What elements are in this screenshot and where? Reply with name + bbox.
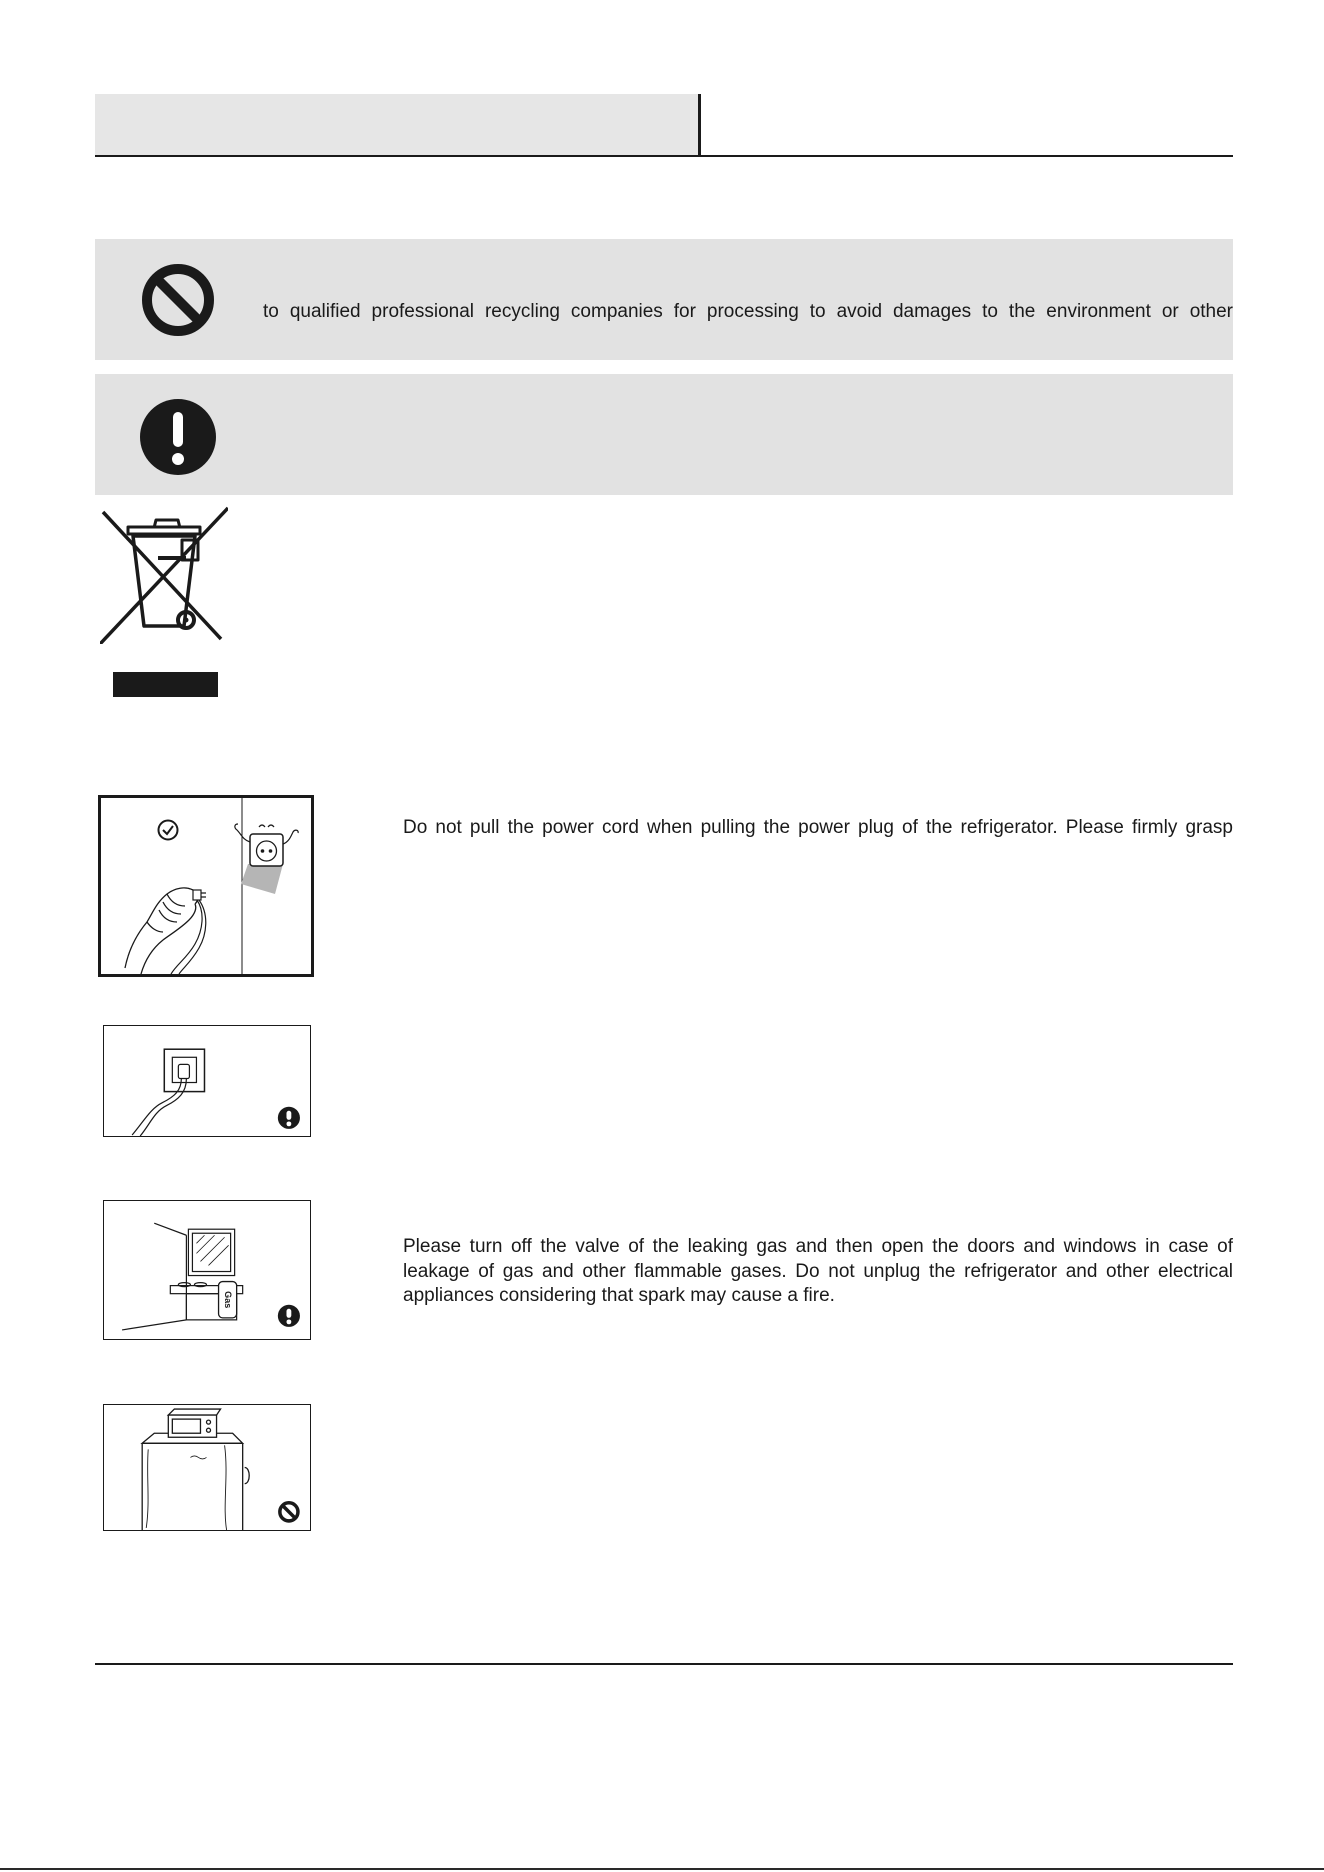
- header-divider: [698, 94, 701, 157]
- notice-panel-exclamation: [95, 374, 1233, 495]
- instruction-gas-text-line-2: leakage of gas and other flammable gases. Do not unplug the refrigerator and other electrical: [403, 1260, 1233, 1282]
- plug-drawing: [171, 890, 206, 974]
- microwave-drawing: [168, 1409, 220, 1437]
- check-circle-icon: [159, 821, 178, 840]
- illustration-appliance-on-refrigerator: [103, 1404, 311, 1531]
- wall-socket-drawing: [132, 1049, 204, 1136]
- gas-cylinder-drawing: [219, 1282, 237, 1318]
- notice-text: to qualified professional recycling companies for processing to avoid damages to the environment or other: [263, 301, 1233, 322]
- exclamation-icon: [138, 397, 218, 477]
- page-edge-rule: [0, 1868, 1324, 1870]
- prohibition-icon: [138, 260, 218, 340]
- exclamation-icon: [278, 1305, 300, 1327]
- illustration-gas-leak: [103, 1200, 311, 1340]
- socket-character-drawing: [235, 824, 298, 894]
- instruction-gas-text-line-1: Please turn off the valve of the leaking gas and then open the doors and windows in case of: [403, 1236, 1233, 1257]
- hand-drawing: [125, 888, 198, 974]
- prohibition-icon: [280, 1503, 298, 1521]
- exclamation-icon: [278, 1107, 300, 1129]
- header-rule: [95, 155, 1233, 157]
- header-title-band: [95, 94, 699, 156]
- instruction-unplug-text: Do not pull the power cord when pulling the power plug of the refrigerator. Please firmly grasp: [403, 817, 1233, 838]
- refrigerator-drawing: [142, 1433, 249, 1530]
- crossed-out-wheelie-bin-icon: [100, 506, 228, 644]
- illustration-wall-socket: [103, 1025, 311, 1137]
- instruction-gas-text-line-3: appliances considering that spark may cause a fire.: [403, 1285, 835, 1306]
- footer-rule: [95, 1663, 1233, 1665]
- illustration-unplug: [98, 795, 314, 977]
- gas-cylinder-label: Gas: [223, 1291, 234, 1309]
- disposal-marker-bar: [113, 672, 218, 697]
